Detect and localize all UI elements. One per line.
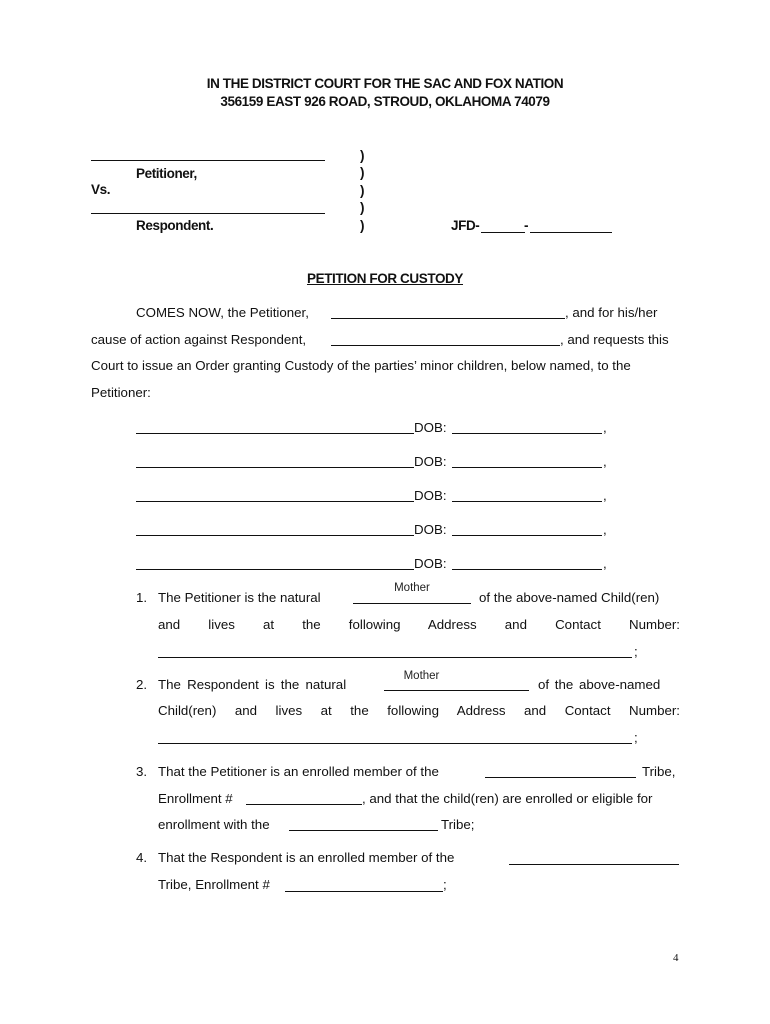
item3-text: Tribe; [441, 817, 475, 832]
petitioner-blank[interactable] [331, 318, 565, 319]
item1-text: The Petitioner is the natural [158, 590, 321, 605]
item-number: 1. [136, 590, 148, 605]
case-number-year-line[interactable] [481, 232, 525, 233]
respondent-label: Respondent. [136, 218, 214, 233]
respondent-tribe-line[interactable] [509, 864, 679, 865]
row-comma: , [603, 454, 607, 469]
item3-text: Enrollment # [158, 791, 233, 806]
item-number: 2. [136, 677, 148, 692]
respondent-enrollment-line[interactable] [285, 891, 443, 892]
dob-label: DOB: [414, 454, 447, 469]
row-comma: , [603, 488, 607, 503]
item-terminator: ; [443, 877, 447, 892]
page-number: 4 [673, 952, 679, 964]
item-number: 3. [136, 764, 148, 779]
petitioner-enrollment-line[interactable] [246, 804, 362, 805]
row-comma: , [603, 420, 607, 435]
dob-line[interactable] [452, 535, 602, 536]
petitioner-relation-value[interactable]: Mother [394, 582, 430, 594]
intro-text: cause of action against Respondent, [91, 332, 307, 347]
item-number: 4. [136, 850, 148, 865]
respondent-blank[interactable] [331, 345, 560, 346]
dob-label: DOB: [414, 556, 447, 571]
item1-text: of the above-named Child(ren) [479, 590, 660, 605]
item3-text: , and that the child(ren) are enrolled or eligible for [362, 791, 653, 806]
vs-label: Vs. [91, 182, 111, 197]
caption-paren: ) [360, 183, 365, 198]
dob-label: DOB: [414, 488, 447, 503]
document-title: PETITION FOR CUSTODY [306, 271, 463, 286]
dob-label: DOB: [414, 420, 447, 435]
item-terminator: ; [634, 644, 638, 659]
item-terminator: ; [634, 730, 638, 745]
dob-line[interactable] [452, 501, 602, 502]
caption-paren: ) [360, 165, 365, 180]
item3-text: Tribe, [642, 764, 676, 779]
item3-text: That the Petitioner is an enrolled member of the [158, 764, 439, 779]
petitioner-relation-line [353, 603, 471, 604]
court-address-heading: 356159 EAST 926 ROAD, STROUD, OKLAHOMA 74079 [220, 94, 550, 109]
dob-line[interactable] [452, 433, 602, 434]
item2-text: Child(ren) and lives at the following Address and Contact Number: [158, 703, 680, 718]
item2-text: of the above-named [538, 677, 661, 692]
item3-text: enrollment with the [158, 817, 270, 832]
caption-paren: ) [360, 148, 365, 163]
child-name-line[interactable] [136, 433, 414, 434]
petitioner-name-line[interactable] [91, 160, 325, 161]
petitioner-tribe-line[interactable] [485, 777, 636, 778]
respondent-name-line[interactable] [91, 213, 325, 214]
intro-text: , and for his/her [565, 305, 658, 320]
child-name-line[interactable] [136, 467, 414, 468]
respondent-address-line[interactable] [158, 743, 632, 744]
item4-text: That the Respondent is an enrolled member of the [158, 850, 455, 865]
item4-text: Tribe, Enrollment # [158, 877, 270, 892]
child-tribe-line[interactable] [289, 830, 438, 831]
petitioner-address-line[interactable] [158, 657, 632, 658]
intro-text: COMES NOW, the Petitioner, [136, 305, 309, 320]
case-number-seq-line[interactable] [530, 232, 612, 233]
dob-line[interactable] [452, 467, 602, 468]
case-number-dash: - [524, 218, 529, 233]
child-name-line[interactable] [136, 569, 414, 570]
caption-paren: ) [360, 200, 365, 215]
item1-text: and lives at the following Address and Contact Number: [158, 617, 680, 632]
child-name-line[interactable] [136, 535, 414, 536]
item2-text: The Respondent is the natural [158, 677, 347, 692]
intro-text: Court to issue an Order granting Custody of the parties’ minor children, below named, to the [91, 358, 631, 373]
dob-line[interactable] [452, 569, 602, 570]
court-name-heading: IN THE DISTRICT COURT FOR THE SAC AND FOX NATION [206, 76, 564, 91]
intro-text: Petitioner: [91, 385, 151, 400]
petitioner-label: Petitioner, [136, 166, 197, 181]
dob-label: DOB: [414, 522, 447, 537]
caption-paren: ) [360, 218, 365, 233]
row-comma: , [603, 522, 607, 537]
respondent-relation-value[interactable]: Mother [403, 670, 440, 682]
intro-text: , and requests this [560, 332, 669, 347]
child-name-line[interactable] [136, 501, 414, 502]
row-comma: , [603, 556, 607, 571]
case-number-prefix: JFD- [451, 218, 480, 233]
respondent-relation-line [384, 690, 529, 691]
